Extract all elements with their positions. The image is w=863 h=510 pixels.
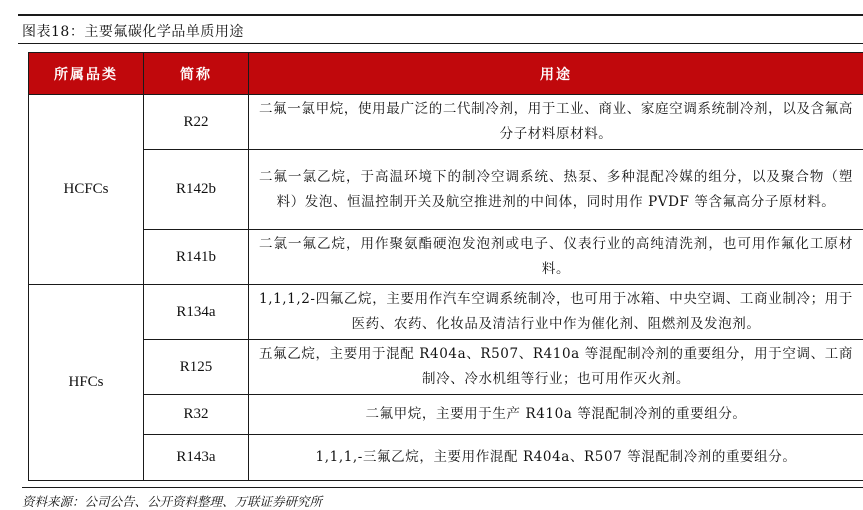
abbr-cell: R141b	[144, 230, 249, 285]
header-category: 所属品类	[29, 53, 144, 95]
table-header-row	[29, 53, 863, 95]
table-row	[29, 95, 863, 150]
abbr-cell: R22	[144, 95, 249, 150]
header-usage: 用途	[249, 53, 863, 95]
usage-cell: 二氟甲烷，主要用于生产 R410a 等混配制冷剂的重要组分。	[249, 395, 863, 435]
abbr-cell: R125	[144, 340, 249, 395]
usage-cell: 二氯一氟乙烷，用作聚氨酯硬泡发泡剂或电子、仪表行业的高纯清洗剂，也可用作氟化工原材料。	[249, 230, 863, 285]
table-row	[29, 340, 863, 395]
abbr-cell: R32	[144, 395, 249, 435]
usage-cell: 1,1,1,2-四氟乙烷，主要用作汽车空调系统制冷，也可用于冰箱、中央空调、工商业制冷；用于医药、农药、化妆品及清洁行业中作为催化剂、阻燃剂及发泡剂。	[249, 285, 863, 340]
table-row	[29, 150, 863, 230]
group-cell-hcfcs: HCFCs	[29, 95, 144, 285]
abbr-cell: R142b	[144, 150, 249, 230]
abbr-cell: R143a	[144, 435, 249, 481]
source-note: 资料来源：公司公告、公开资料整理、万联证券研究所	[22, 487, 863, 510]
figure-title: 图表18：主要氟碳化学品单质用途	[22, 24, 244, 40]
usage-cell: 二氟一氯乙烷，于高温环境下的制冷空调系统、热泵、多种混配冷媒的组分，以及聚合物（塑料）发泡、恒温控制开关及航空推进剂的中间体，同时用作 PVDF 等含氟高分子原材料。	[249, 150, 863, 230]
table-row	[29, 435, 863, 481]
usage-cell: 五氟乙烷，主要用于混配 R404a、R507、R410a 等混配制冷剂的重要组分，用于空调、工商制冷、冷水机组等行业；也可用作灭火剂。	[249, 340, 863, 395]
header-abbreviation: 简称	[144, 53, 249, 95]
fluorochemical-usage-table	[28, 52, 863, 481]
usage-cell: 二氟一氯甲烷，使用最广泛的二代制冷剂，用于工业、商业、家庭空调系统制冷剂，以及含氟高分子材料原材料。	[249, 95, 863, 150]
usage-cell: 1,1,1,-三氟乙烷，主要用作混配 R404a、R507 等混配制冷剂的重要组分。	[249, 435, 863, 481]
group-cell-hfcs: HFCs	[29, 285, 144, 481]
figure-title-bar	[18, 14, 863, 44]
abbr-cell: R134a	[144, 285, 249, 340]
table-row	[29, 230, 863, 285]
table-row	[29, 285, 863, 340]
table-row	[29, 395, 863, 435]
